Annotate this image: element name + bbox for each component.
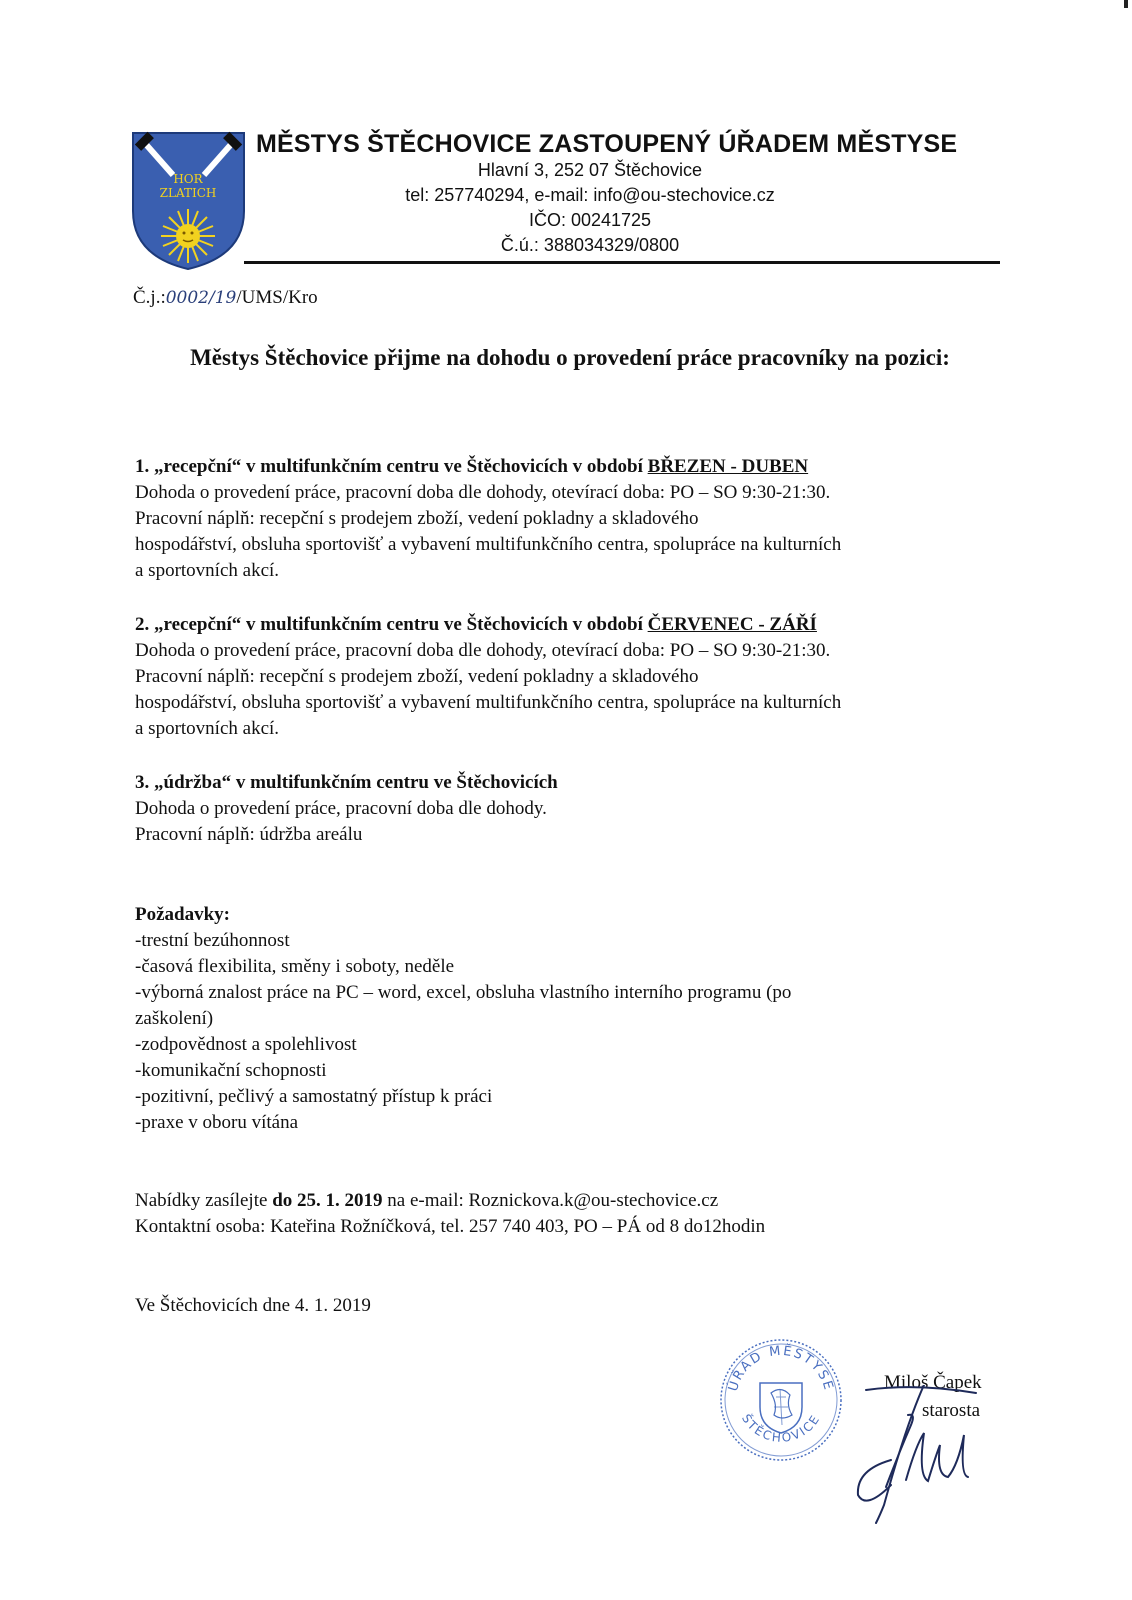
reference-number: Č.j.:0002/19/UMS/Kro	[133, 287, 318, 308]
contact-line: Kontaktní osoba: Kateřina Rožníčková, tel. 257 740 403, PO – PÁ od 8 do12hodin	[135, 1216, 766, 1237]
requirements-list	[135, 902, 1015, 1136]
position-1: 1. „recepční“ v multifunkčním centru ve Štěchovicích v období BŘEZEN - DUBEN Dohoda o provedení práce, pracovní doba dle dohody, otevírací doba: PO – SO 9:30-21:30. Pracovní náplň: recepční s prodejem zboží, vedení pokladny a skladového hospodářství, obsluha sportovišť a vybavení multifunkčního centra, spolupráce na kulturních a sportovních akcí.	[135, 454, 1015, 584]
position-2-title: 2. „recepční“ v multifunkčním centru ve Štěchovicích v období ČERVENEC - ZÁŘÍ	[135, 614, 817, 635]
list-item: zaškolení)	[135, 1008, 214, 1029]
position-2: 2. „recepční“ v multifunkčním centru ve Štěchovicích v období ČERVENEC - ZÁŘÍ Dohoda o provedení práce, pracovní doba dle dohody, otevírací doba: PO – SO 9:30-21:30. Pracovní náplň: recepční s prodejem zboží, vedení pokladny a skladového hospodářství, obsluha sportovišť a vybavení multifunkčního centra, spolupráce na kulturních a sportovních akcí.	[135, 612, 1015, 742]
document-heading: Městys Štěchovice přijme na dohodu o provedení práce pracovníky na pozici:	[190, 345, 950, 370]
list-item: -výborná znalost práce na PC – word, excel, obsluha vlastního interního programu (po	[135, 982, 792, 1003]
crest-text-line2: ZLATICH	[159, 186, 217, 200]
list-item: -časová flexibilita, směny i soboty, neděle	[135, 956, 455, 977]
crest-text-line1: HOR	[173, 172, 203, 186]
office-address: Hlavní 3, 252 07 Štěchovice	[477, 160, 703, 180]
list-item: -pozitivní, pečlivý a samostatný přístup k práci	[135, 1086, 493, 1107]
offer-contact	[135, 1188, 1015, 1240]
position-3: 3. „údržba“ v multifunkčním centru ve Štěchovicích Dohoda o provedení práce, pracovní doba dle dohody. Pracovní náplň: údržba areálu	[135, 770, 1015, 848]
issue-date: Ve Štěchovicích dne 4. 1. 2019	[135, 1295, 371, 1316]
handwritten-signature-icon	[836, 1385, 986, 1525]
offer-line: Nabídky zasílejte do 25. 1. 2019 na e-mail: Roznickova.k@ou-stechovice.cz	[135, 1190, 719, 1211]
office-title: MĚSTYS ŠTĚCHOVICE ZASTOUPENÝ ÚŘADEM MĚSTYSE	[256, 130, 958, 158]
position-2-period: ČERVENEC - ZÁŘÍ	[647, 614, 817, 635]
list-item: -praxe v oboru vítána	[135, 1112, 299, 1133]
header-divider	[244, 261, 1000, 264]
requirements-title: Požadavky:	[135, 904, 230, 925]
office-account: Č.ú.: 388034329/0800	[500, 235, 680, 255]
municipal-crest-icon	[131, 131, 246, 271]
signatory-role: starosta	[922, 1400, 981, 1421]
handwritten-reference: 0002/19	[165, 288, 237, 308]
office-ico: IČO: 00241725	[528, 210, 652, 230]
position-1-period: BŘEZEN - DUBEN	[647, 456, 809, 477]
official-stamp-icon	[716, 1335, 846, 1465]
position-3-title: 3. „údržba“ v multifunkčním centru ve Štěchovicích	[135, 772, 558, 793]
svg-text:ÚŘAD MĚSTYSE: ÚŘAD MĚSTYSE	[725, 1343, 837, 1394]
svg-text:ŠTĚCHOVICE: ŠTĚCHOVICE	[738, 1411, 824, 1445]
list-item: -trestní bezúhonnost	[135, 930, 290, 951]
position-1-title: 1. „recepční“ v multifunkčním centru ve Štěchovicích v období BŘEZEN - DUBEN	[135, 456, 809, 477]
office-contact: tel: 257740294, e-mail: info@ou-stechovice.cz	[405, 185, 775, 205]
signatory-name: Miloš Čapek	[884, 1372, 982, 1393]
scan-mark	[1124, 0, 1128, 8]
list-item: -zodpovědnost a spolehlivost	[135, 1034, 357, 1055]
list-item: -komunikační schopnosti	[135, 1060, 327, 1081]
offer-deadline: do 25. 1. 2019	[272, 1190, 383, 1211]
